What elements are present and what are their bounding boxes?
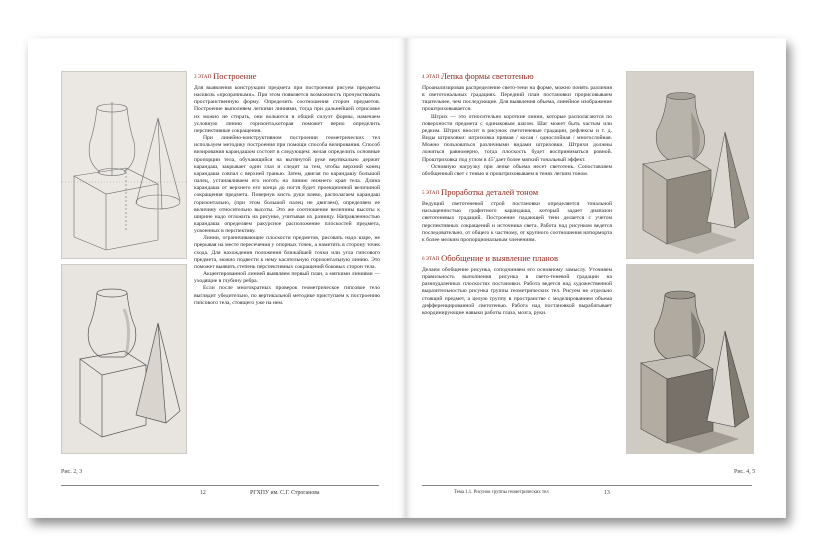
left-text-column: [194, 71, 380, 307]
linear-sketch-image: [62, 265, 186, 453]
figure-caption-right: Рис. 4, 5: [734, 469, 756, 475]
footer-rule: [422, 485, 752, 486]
section-heading-construction: [194, 71, 380, 83]
page-number-left: 12: [200, 490, 206, 496]
figure-caption-left: Рис. 2, 3: [61, 469, 83, 475]
construction-sketch-image: [62, 72, 186, 258]
paragraph: Основную нагрузку при лепке объема несет светотень. Сопоставляем обобщенный свет с тенью и проштриховываем в тенях легким тоном.: [422, 163, 612, 177]
finished-sketch-image: [627, 265, 753, 453]
figure-finished-sketch: [626, 264, 754, 454]
step-label: 3 ЭТАП: [194, 75, 212, 80]
section-heading-shading: [422, 71, 612, 83]
figure-construction-sketch: [61, 71, 187, 259]
step-label: 4 ЭТАП: [422, 75, 440, 80]
paragraph: При линейно-конструктивном построении геометрических тел используем методику построения при помощи способа визирования. Способ визирования карандашом состоит в следующем: желая определить основные пропорции тела, обучающийся на вытянутой руке вертикально держит карандаш, закрывает один глаз и следит за тем, чтобы верхний конец карандаша совпал с верхней гранью. Затем, двигая по карандашу большой палец, устанавливаем его ноготь на линию нижнего края тела. Длина карандаша от верхнего его конца до ногтя будет проекционной величиной сокращения предмета. Повернув кисть руки влево, располагаем карандаш горизонтально, (при этом большой палец не двигаем), определяем ее величину относительно высоты. Это же соотношение величины высоты к ширине надо отложить на рисунке, учитывая их разницу. Направленностью карандаша определяем ракурсное расположение плоскостей предмета, усвоенных в перспективу.: [194, 135, 380, 235]
page-number-right: 13: [604, 490, 610, 496]
step-label: 6 ЭТАП: [422, 256, 440, 262]
section-title: Проработка деталей тоном: [441, 187, 539, 198]
paragraph: Акцентированной линией выявляем первый план, а мягкими линиями — уходящие в глубину ребра.: [194, 271, 380, 285]
right-page: [406, 38, 786, 518]
paragraph: Делаем обобщение рисунка, соподчиняем его основному замыслу. Уточняем правильность выполнения рисунка в свето-теневой градации на разноудаленных плоскостях постановки. Работа ведется над художественной выразительностью рисунка группы геометрических тел. Рисуем не отдельно стоящий предмет, а целую группу в пространстве с моделированием объема дифференцированной светотенью. Работа над постановкой вырабатывает координирующие навыки работы глаза, мозга, руки.: [422, 266, 612, 316]
paragraph: Проанализировав распределение свето-тени на форме, можно понять различия в светотональных градациях. Передний план постановки прорисовываем тщательнее, чем последующие. Для выявления объема, линейное изображение проштриховывается.: [422, 85, 612, 113]
figure-shaded-sketch: [626, 71, 754, 259]
paragraph: Для выявления конструкции предмета при построении рисуем предметы насквозь «прозрачными». При этом появляется возможность прочувствовать пространственную форму. Определить соотношения сторон предметов. Построение выполняем легкими линиями, тогда при дальнейшей отрисовке их можно не стирать, они вольются в общий силуэт формы, намечаем условную линию горизонта,которая поможет верно определить перспективные сокращения.: [194, 85, 380, 134]
paragraph: Линии, ограничивающие плоскости предметов, рисовать надо шаре, не прерывая на месте пересечения у опорных точек, а наметить в сторону точек схода. Для нахождения положения ближайшей точки или угла гипсового предмета, можно подвести к нему касательную горизонтальную линию. Это поможет выявить степень перспективных сокращений боковых сторон тела.: [194, 235, 380, 270]
section-heading-generalization: [422, 253, 612, 265]
left-page: [28, 38, 406, 518]
footer-title-left: РГХПУ им. С.Г. Строганова: [250, 490, 320, 496]
step-label: 5 ЭТАП: [422, 191, 440, 197]
paragraph: Если после многократных проверок геометрическое гипсовое тело выглядит убедительно, по вертикальной методике приступаем к построению гипсового тела, стоящего уже на нем.: [194, 285, 380, 306]
footer-title-right: Тема 1.1. Рисунок группы геометрических тел: [454, 490, 549, 495]
paragraph: Ведущий светотеневой строй постановки определяется тональной насыщенностью графитного карандаша, который задает диапазон светотеневых градаций. Построение падающей тени делается с учетом перспективных сокращений и источника света. Работа над рисунком ведется последовательно, от общего к частному, от крупного соотношения натюрморта к более мелким пропорциональным членениям.: [422, 201, 612, 243]
section-title: Лепка формы светотенью: [441, 71, 534, 81]
book-spread: [28, 38, 786, 518]
shaded-sketch-image: [627, 72, 753, 258]
section-title: Построение: [213, 71, 257, 81]
right-text-column: [422, 71, 612, 317]
section-title: Обобщение и выявление планов: [441, 252, 559, 263]
section-heading-details: [422, 187, 612, 199]
paragraph: Штрих — это относительно короткие линии, которые располагаются по поверхности предмета с одинаковым шагом. Шаг может быть частым или редким. Штрих вносит в рисунок светотеневые градации, рефлексы и т. д. Виды штриховки: штриховка прямая / косая / однослойная / многослойная. Можно пользоваться различными видами штриховки. Штрихи должны ложиться равномерно, тогда плоскость будет восприниматься ровной. Проштриховка под углом в 45˚дает более мягкий тональный эффект.: [422, 113, 612, 163]
figure-linear-sketch: [61, 264, 187, 454]
footer-rule: [61, 485, 379, 486]
